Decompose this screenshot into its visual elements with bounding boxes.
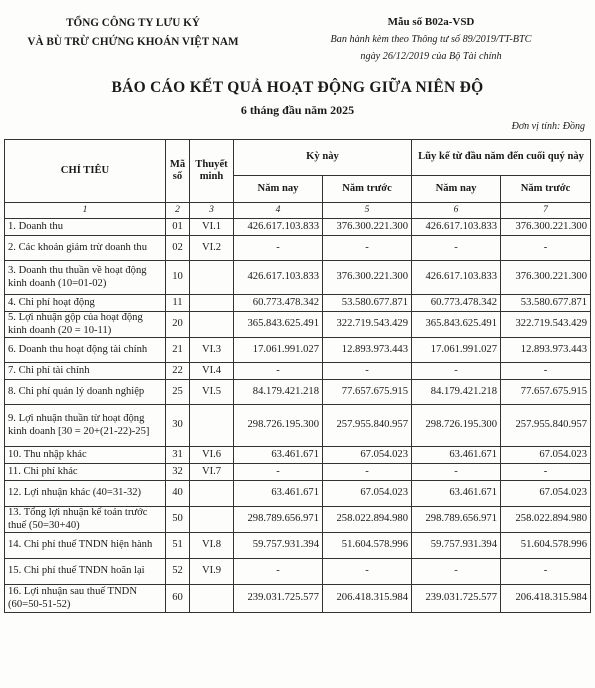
note-cell	[190, 295, 234, 312]
ytd-prior-cell: -	[501, 363, 591, 380]
code-cell: 25	[166, 380, 190, 405]
ytd-prior-cell: -	[501, 464, 591, 481]
indicator-cell: 7. Chi phí tài chính	[5, 363, 166, 380]
note-cell	[190, 585, 234, 613]
indicator-cell: 1. Doanh thu	[5, 219, 166, 236]
column-index-row	[5, 203, 591, 219]
ytd-current-cell: 426.617.103.833	[412, 219, 501, 236]
table-row	[5, 261, 591, 295]
table-row	[5, 405, 591, 447]
note-cell: VI.7	[190, 464, 234, 481]
code-cell: 02	[166, 236, 190, 261]
note-cell: VI.6	[190, 447, 234, 464]
code-cell: 52	[166, 559, 190, 585]
code-cell: 11	[166, 295, 190, 312]
ytd-prior-cell: 206.418.315.984	[501, 585, 591, 613]
ytd-prior-cell: 12.893.973.443	[501, 338, 591, 363]
column-index: 4	[234, 203, 323, 219]
this-period-current-cell: 63.461.671	[234, 481, 323, 507]
ytd-prior-cell: 53.580.677.871	[501, 295, 591, 312]
this-period-prior-cell: 206.418.315.984	[323, 585, 412, 613]
note-cell: VI.9	[190, 559, 234, 585]
note-cell: VI.3	[190, 338, 234, 363]
ytd-current-cell: -	[412, 559, 501, 585]
this-period-prior-cell: 258.022.894.980	[323, 507, 412, 533]
table-row	[5, 380, 591, 405]
column-index: 7	[501, 203, 591, 219]
code-cell: 10	[166, 261, 190, 295]
code-cell: 20	[166, 312, 190, 338]
indicator-cell: 10. Thu nhập khác	[5, 447, 166, 464]
code-cell: 01	[166, 219, 190, 236]
code-cell: 22	[166, 363, 190, 380]
code-cell: 32	[166, 464, 190, 481]
ytd-current-cell: -	[412, 236, 501, 261]
issued-line-2: ngày 26/12/2019 của Bộ Tài chính	[360, 51, 502, 62]
indicator-cell: 9. Lợi nhuận thuần từ hoạt động kinh doanh [30 = 20+(21-22)-25]	[5, 405, 166, 447]
this-period-prior-cell: 67.054.023	[323, 481, 412, 507]
indicator-cell: 3. Doanh thu thuần về hoạt động kinh doanh (10=01-02)	[5, 261, 166, 295]
ytd-prior-cell: -	[501, 559, 591, 585]
header-row-1	[5, 140, 591, 176]
table-row	[5, 312, 591, 338]
indicator-cell: 14. Chi phí thuế TNDN hiện hành	[5, 533, 166, 559]
this-period-current-cell: -	[234, 363, 323, 380]
indicator-cell: 12. Lợi nhuận khác (40=31-32)	[5, 481, 166, 507]
this-period-prior-cell: 77.657.675.915	[323, 380, 412, 405]
indicator-cell: 11. Chi phí khác	[5, 464, 166, 481]
table-row	[5, 481, 591, 507]
table-row	[5, 533, 591, 559]
ytd-current-cell: -	[412, 464, 501, 481]
note-cell	[190, 312, 234, 338]
code-cell: 50	[166, 507, 190, 533]
code-header: Mã số	[166, 140, 190, 203]
note-cell: VI.4	[190, 363, 234, 380]
code-cell: 51	[166, 533, 190, 559]
indicator-cell: 2. Các khoản giảm trừ doanh thu	[5, 236, 166, 261]
this-period-prior-cell: 376.300.221.300	[323, 261, 412, 295]
this-period-prior-cell: 322.719.543.429	[323, 312, 412, 338]
income-statement-table	[4, 139, 591, 613]
this-period-current-cell: 63.461.671	[234, 447, 323, 464]
ytd-prior-cell: 258.022.894.980	[501, 507, 591, 533]
this-period-prior-cell: 51.604.578.996	[323, 533, 412, 559]
column-index: 1	[5, 203, 166, 219]
this-period-current-cell: -	[234, 559, 323, 585]
indicator-cell: 15. Chi phí thuế TNDN hoãn lại	[5, 559, 166, 585]
ytd-prior-cell: 67.054.023	[501, 447, 591, 464]
form-number: Mẫu số B02a-VSD	[387, 16, 475, 28]
table-body	[5, 219, 591, 613]
table-row	[5, 559, 591, 585]
ytd-current-cell: 60.773.478.342	[412, 295, 501, 312]
organization-header	[8, 14, 258, 52]
this-period-current-cell: 298.726.195.300	[234, 405, 323, 447]
this-period-current-cell: 298.789.656.971	[234, 507, 323, 533]
this-period-current-cell: 84.179.421.218	[234, 380, 323, 405]
organization-line-1: TỔNG CÔNG TY LƯU KÝ	[66, 17, 200, 29]
ytd-prior-cell: 257.955.840.957	[501, 405, 591, 447]
indicator-cell: 13. Tổng lợi nhuận kế toán trước thuế (50=30+40)	[5, 507, 166, 533]
ytd-prior-cell: 322.719.543.429	[501, 312, 591, 338]
table-row	[5, 363, 591, 380]
column-index: 3	[190, 203, 234, 219]
table-row	[5, 236, 591, 261]
ytd-current-cell: -	[412, 363, 501, 380]
code-cell: 30	[166, 405, 190, 447]
note-cell: VI.1	[190, 219, 234, 236]
table-row	[5, 507, 591, 533]
table-row	[5, 464, 591, 481]
ytd-prior-cell: 376.300.221.300	[501, 261, 591, 295]
indicator-cell: 6. Doanh thu hoạt động tài chính	[5, 338, 166, 363]
currency-unit: Đơn vị tính: Đồng	[511, 121, 585, 132]
ytd-prior-cell: 67.054.023	[501, 481, 591, 507]
this-period-prior-cell: 67.054.023	[323, 447, 412, 464]
this-period-current-cell: -	[234, 464, 323, 481]
ytd-current-cell: 63.461.671	[412, 481, 501, 507]
table-row	[5, 338, 591, 363]
table-row	[5, 585, 591, 613]
ytd-current-cell: 365.843.625.491	[412, 312, 501, 338]
this-period-prior-cell: 257.955.840.957	[323, 405, 412, 447]
this-period-current-cell: -	[234, 236, 323, 261]
table-row	[5, 295, 591, 312]
this-period-current-cell: 426.617.103.833	[234, 219, 323, 236]
ytd-prior-year-header: Năm trước	[501, 176, 591, 203]
column-index: 2	[166, 203, 190, 219]
indicator-cell: 4. Chi phí hoạt động	[5, 295, 166, 312]
this-period-prior-cell: 12.893.973.443	[323, 338, 412, 363]
ytd-current-cell: 426.617.103.833	[412, 261, 501, 295]
this-period-current-cell: 17.061.991.027	[234, 338, 323, 363]
ytd-current-cell: 59.757.931.394	[412, 533, 501, 559]
this-period-current-cell: 60.773.478.342	[234, 295, 323, 312]
ytd-prior-cell: 376.300.221.300	[501, 219, 591, 236]
this-period-prior-cell: -	[323, 363, 412, 380]
note-cell	[190, 507, 234, 533]
ytd-prior-cell: -	[501, 236, 591, 261]
note-cell	[190, 405, 234, 447]
report-period: 6 tháng đầu năm 2025	[240, 103, 355, 117]
form-header	[272, 14, 590, 65]
ytd-current-cell: 239.031.725.577	[412, 585, 501, 613]
this-period-prior-cell: 376.300.221.300	[323, 219, 412, 236]
table-row	[5, 447, 591, 464]
code-cell: 31	[166, 447, 190, 464]
column-index: 5	[323, 203, 412, 219]
ytd-current-cell: 298.789.656.971	[412, 507, 501, 533]
this-period-header: Kỳ này	[234, 140, 412, 176]
indicator-header: CHỈ TIÊU	[5, 140, 166, 203]
ytd-current-cell: 17.061.991.027	[412, 338, 501, 363]
ytd-current-cell: 298.726.195.300	[412, 405, 501, 447]
indicator-cell: 5. Lợi nhuận gộp của hoạt động kinh doanh (20 = 10-11)	[5, 312, 166, 338]
current-year-header: Năm nay	[234, 176, 323, 203]
note-cell: VI.5	[190, 380, 234, 405]
ytd-header: Lũy kế từ đầu năm đến cuối quý này	[412, 140, 591, 176]
ytd-prior-cell: 51.604.578.996	[501, 533, 591, 559]
this-period-prior-cell: 53.580.677.871	[323, 295, 412, 312]
note-cell	[190, 481, 234, 507]
this-period-prior-cell: -	[323, 464, 412, 481]
indicator-cell: 16. Lợi nhuận sau thuế TNDN (60=50-51-52)	[5, 585, 166, 613]
ytd-prior-cell: 77.657.675.915	[501, 380, 591, 405]
organization-line-2: VÀ BÙ TRỪ CHỨNG KHOÁN VIỆT NAM	[27, 36, 239, 48]
note-cell: VI.8	[190, 533, 234, 559]
note-cell: VI.2	[190, 236, 234, 261]
issued-line-1: Ban hành kèm theo Thông tư số 89/2019/TT-BTC	[330, 34, 532, 45]
code-cell: 40	[166, 481, 190, 507]
note-header: Thuyết minh	[190, 140, 234, 203]
this-period-current-cell: 426.617.103.833	[234, 261, 323, 295]
ytd-current-year-header: Năm nay	[412, 176, 501, 203]
this-period-current-cell: 239.031.725.577	[234, 585, 323, 613]
this-period-prior-cell: -	[323, 559, 412, 585]
this-period-current-cell: 365.843.625.491	[234, 312, 323, 338]
note-cell	[190, 261, 234, 295]
code-cell: 60	[166, 585, 190, 613]
this-period-current-cell: 59.757.931.394	[234, 533, 323, 559]
indicator-cell: 8. Chi phí quản lý doanh nghiệp	[5, 380, 166, 405]
table-row	[5, 219, 591, 236]
this-period-prior-cell: -	[323, 236, 412, 261]
ytd-current-cell: 63.461.671	[412, 447, 501, 464]
prior-year-header: Năm trước	[323, 176, 412, 203]
code-cell: 21	[166, 338, 190, 363]
column-index: 6	[412, 203, 501, 219]
report-title: BÁO CÁO KẾT QUẢ HOẠT ĐỘNG GIỮA NIÊN ĐỘ	[111, 79, 484, 96]
ytd-current-cell: 84.179.421.218	[412, 380, 501, 405]
